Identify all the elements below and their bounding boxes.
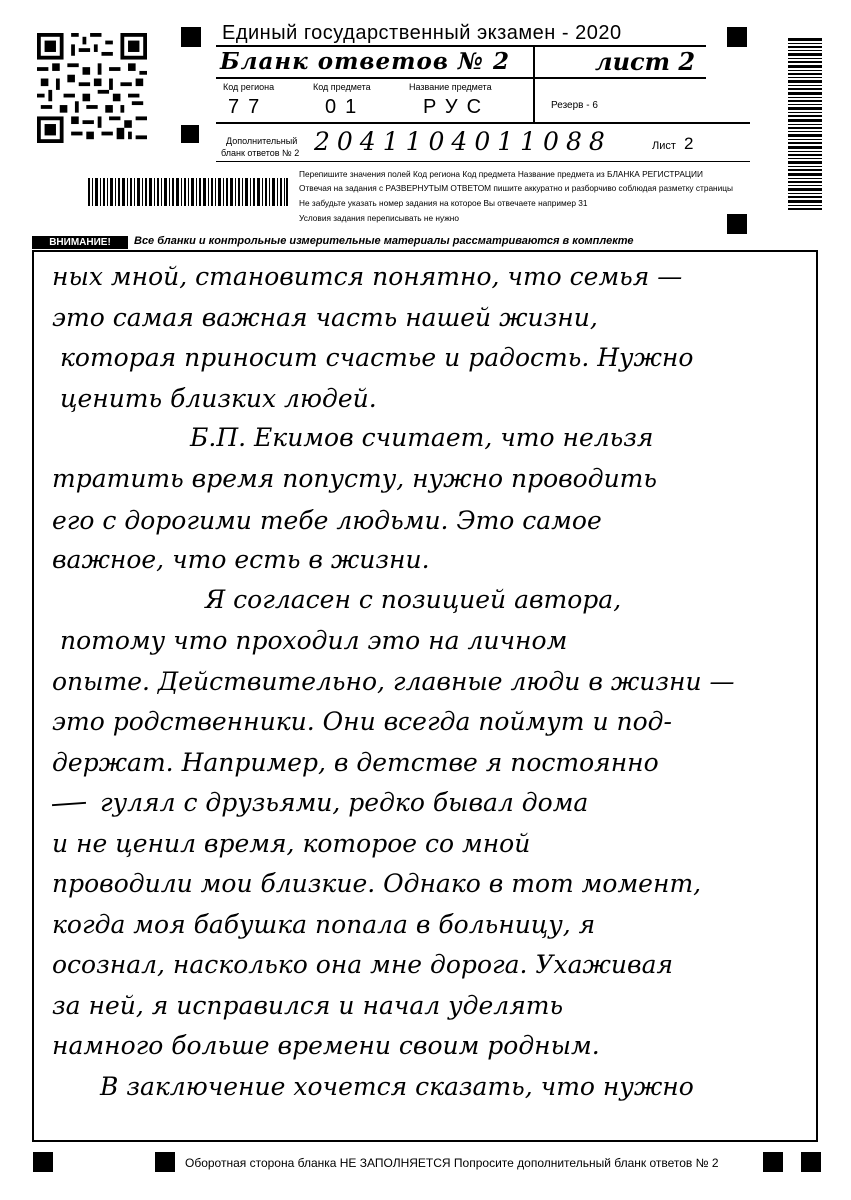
answer-line: Б.П. Екимов считает, что нельзя — [190, 423, 654, 452]
answer-line: это самая важная часть нашей жизни, — [52, 303, 598, 332]
footer-note: Оборотная сторона бланка НЕ ЗАПОЛНЯЕТСЯ Попросите дополнительный бланк ответов № 2 — [185, 1156, 719, 1170]
answer-line: гулял с друзьями, редко бывал дома — [100, 788, 589, 817]
header-divider — [533, 46, 535, 122]
alignment-marker-bottom-center — [155, 1152, 175, 1172]
instruction-line: Не забудьте указать номер задания на которое Вы отвечаете например 31 — [299, 198, 588, 208]
region-value: 77 — [228, 96, 269, 118]
answer-line: важное, что есть в жизни. — [52, 545, 430, 574]
answer-line: его с дорогими тебе людьми. Это самое — [52, 506, 602, 535]
qr-code-icon — [37, 33, 147, 143]
answer-line: и не ценил время, которое со мной — [52, 829, 531, 858]
header-bottom-rule — [216, 161, 750, 162]
answer-line: за ней, я исправился и начал уделять — [52, 991, 564, 1020]
answer-line: намного больше времени своим родным. — [52, 1031, 600, 1060]
warning-text: Все бланки и контрольные измерительные материалы рассматриваются в комплекте — [134, 235, 634, 247]
answer-line: держат. Например, в детстве я постоянно — [52, 748, 659, 777]
alignment-marker-mid-right — [727, 214, 747, 234]
answer-line: это родственники. Они всегда поймут и под- — [52, 707, 672, 736]
answer-line: когда моя бабушка попала в больницу, я — [52, 910, 596, 939]
reserve-label: Резерв - 6 — [551, 100, 598, 111]
header-mid-rule — [216, 77, 706, 79]
instruction-line: Условия задания переписывать не нужно — [299, 213, 459, 223]
subject-name-label: Название предмета — [409, 82, 492, 92]
alignment-marker-bottom-left — [33, 1152, 53, 1172]
answer-line: потому что проходил это на личном — [60, 626, 568, 655]
form-name: Бланк ответов № 2 — [220, 48, 510, 75]
alignment-marker-top-right — [727, 27, 747, 47]
sheet-name: лист 2 — [595, 47, 696, 76]
answer-line: которая приносит счастье и радость. Нужно — [60, 343, 694, 372]
exam-title: Единый государственный экзамен - 2020 — [222, 22, 622, 44]
answer-line: ных мной, становится понятно, что семья — — [52, 262, 683, 291]
instruction-line: Перепишите значения полей Код региона Код предмета Название предмета из БЛАНКА РЕГИСТРАЦИИ — [299, 169, 703, 179]
answer-line: В заключение хочется сказать, что нужно — [100, 1072, 694, 1101]
warning-label: ВНИМАНИЕ! — [32, 236, 128, 249]
sheet-value: 2 — [684, 134, 694, 153]
additional-form-label-2: бланк ответов № 2 — [221, 148, 300, 158]
instruction-line: Отвечая на задания с РАЗВЕРНУТЫМ ОТВЕТОМ пишите аккуратно и разборчиво соблюдая разметку страницы — [299, 183, 733, 193]
answer-line: Я согласен с позицией автора, — [205, 585, 622, 614]
alignment-marker-bottom-right-2 — [801, 1152, 821, 1172]
subject-code-label: Код предмета — [313, 82, 371, 92]
answer-line: проводили мои близкие. Однако в тот момент, — [52, 869, 702, 898]
answer-line: осознал, насколько она мне дорога. Ухаживая — [52, 950, 674, 979]
horizontal-barcode-icon — [88, 178, 288, 206]
additional-form-number: 2041104011088 — [314, 127, 612, 156]
answer-line: тратить время попусту, нужно проводить — [52, 464, 657, 493]
subject-name-value: РУС — [423, 96, 491, 118]
alignment-marker-bottom-right-1 — [763, 1152, 783, 1172]
additional-form-label-1: Дополнительный — [226, 136, 298, 146]
vertical-barcode-icon — [788, 38, 822, 210]
subject-code-value: 01 — [325, 96, 366, 118]
header-lower-rule — [216, 122, 750, 124]
answer-line: опыте. Действительно, главные люди в жизни — — [52, 667, 735, 696]
region-label: Код региона — [223, 82, 275, 92]
alignment-marker-mid-left — [181, 125, 199, 143]
sheet-label: Лист — [652, 140, 676, 152]
answer-line: ценить близких людей. — [60, 384, 377, 413]
alignment-marker-top-left — [181, 27, 201, 47]
